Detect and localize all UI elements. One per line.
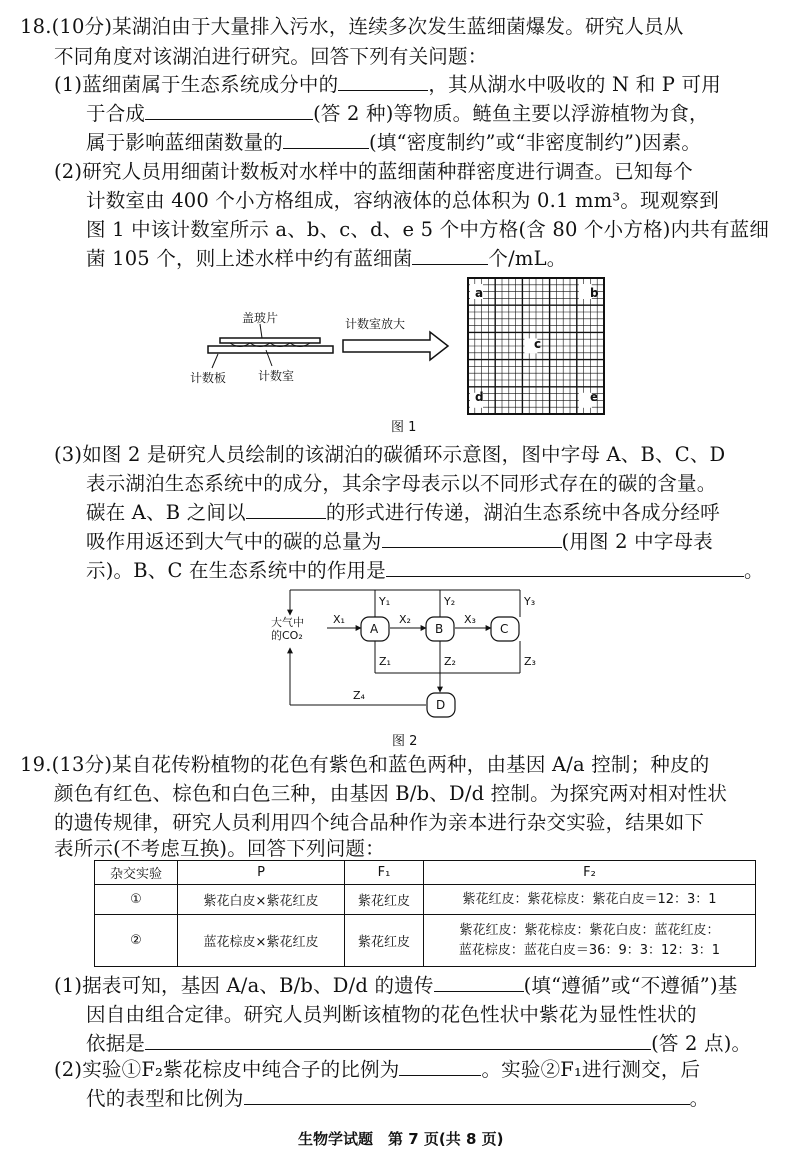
q18-p3-text-e: 吸作用返还到大气中的碳的总量为 <box>86 530 382 553</box>
answer-blank-10[interactable] <box>399 1057 481 1076</box>
q18-part2-line-2: 计数室由 400 个小方格组成，容纳液体的总体积为 0.1 mm³。现观察到 <box>86 189 719 212</box>
q18-part1-line-1 <box>54 72 721 98</box>
cell-f1: 紫花红皮 <box>345 885 424 915</box>
q19-part1-line-3 <box>86 1031 751 1057</box>
q18-part1-line-2 <box>86 101 709 127</box>
cross-experiment-table <box>94 860 756 967</box>
q18-part3-line-3 <box>86 500 720 526</box>
answer-blank-11[interactable] <box>244 1086 690 1105</box>
edge-label-x1: X₁ <box>333 613 345 626</box>
q19-p1-text-a: (1)据表可知，基因 A/a、B/b、D/d 的遗传 <box>54 974 434 997</box>
q19-line-1: 19.(13分)某自花传粉植物的花色有紫色和蓝色两种，由基因 A/a 控制；种皮的 <box>20 753 710 776</box>
edge-label-x2: X₂ <box>399 613 411 626</box>
q18-part3-line-2: 表示湖泊生态系统中的成分，其余字母表示以不同形式存在的碳的含量。 <box>86 472 717 495</box>
q18-part2-line-4 <box>86 246 566 272</box>
q19-part1-line-2: 因自由组合定律。研究人员判断该植物的花色性状中紫花为显性性状的 <box>86 1003 697 1026</box>
figure-1-counting-chamber <box>180 270 620 440</box>
edge-label-x3: X₃ <box>464 613 476 626</box>
q18-p1-text-a: (1)蓝细菌属于生态系统成分中的 <box>54 73 339 96</box>
answer-blank-4[interactable] <box>412 246 488 265</box>
figure-1-caption: 图 1 <box>391 420 417 435</box>
q18-part3-line-4 <box>86 529 713 555</box>
figure-2-caption: 图 2 <box>392 734 418 749</box>
q19-p1-text-b: (填“遵循”或“不遵循”)基 <box>523 974 738 997</box>
q18-p3-text-f: (用图 2 中字母表 <box>561 530 713 553</box>
q18-part2-line-1: (2)研究人员用细菌计数板对水样中的蓝细菌种群密度进行调查。已知每个 <box>54 160 693 183</box>
q19-p2-text-d: 。 <box>689 1087 710 1110</box>
q19-p2-text-c: 代的表型和比例为 <box>86 1087 244 1110</box>
q18-p3-text-c: 碳在 A、B 之间以 <box>86 501 246 524</box>
q18-p1-text-c: 于合成 <box>86 102 146 125</box>
cell-experiment: ① <box>95 885 178 915</box>
q18-part1-line-3 <box>86 130 701 156</box>
answer-blank-5[interactable] <box>246 500 326 519</box>
q19-p1-text-e: (答 2 点)。 <box>651 1032 752 1055</box>
counting-board-shape <box>208 346 333 353</box>
q19-line-3: 的遗传规律，研究人员利用四个纯合品种作为亲本进行杂交实验，结果如下 <box>54 811 705 834</box>
cell-f1: 紫花红皮 <box>345 915 424 967</box>
q18-p1-text-b: ，其从湖水中吸收的 N 和 P 可用 <box>428 73 721 96</box>
q19-part2-line-1 <box>54 1057 700 1083</box>
cell-experiment: ② <box>95 915 178 967</box>
grid-cell-label-d: d <box>475 390 484 404</box>
edge-label-y3: Y₃ <box>524 595 536 608</box>
magnify-label: 计数室放大 <box>345 317 406 331</box>
q19-part1-line-1 <box>54 973 737 999</box>
q18-p1-text-d: (答 2 种)等物质。鲢鱼主要以浮游植物为食， <box>313 102 709 125</box>
counting-board-label: 计数板 <box>190 371 227 385</box>
q18-part2-line-3: 图 1 中该计数室所示 a、b、c、d、e 5 个中方格(含 80 个小方格)内共有蓝细 <box>86 218 770 241</box>
edge-label-y2: Y₂ <box>444 595 456 608</box>
table-row <box>95 885 756 915</box>
q18-p3-text-d: 的形式进行传递，湖泊生态系统中各成分经呼 <box>325 501 720 524</box>
grid-cell-label-a: a <box>475 286 484 300</box>
cell-f2 <box>424 915 756 967</box>
node-a-label: A <box>370 622 379 636</box>
edge-label-z3: Z₃ <box>524 655 536 668</box>
grid-cell-label-b: b <box>590 286 599 300</box>
cell-f2-line-2: 蓝花棕皮：蓝花白皮＝36：9：3：12：3：1 <box>458 942 721 958</box>
magnify-arrow-icon <box>343 332 448 360</box>
q18-p2-text-d: 菌 105 个，则上述水样中约有蓝细菌 <box>86 247 413 270</box>
q18-part3-line-5 <box>86 558 764 584</box>
q19-p1-text-d: 依据是 <box>86 1032 146 1055</box>
q18-p1-text-f: (填“密度制约”或“非密度制约”)因素。 <box>369 131 702 154</box>
node-b-label: B <box>435 622 444 636</box>
edge-label-z2: Z₂ <box>444 655 456 668</box>
answer-blank-9[interactable] <box>145 1031 651 1050</box>
table-header-row <box>95 861 756 885</box>
cell-parents: 蓝花棕皮×紫花红皮 <box>178 915 345 967</box>
figure-2-carbon-cycle <box>255 585 555 725</box>
q18-p3-text-g: 示)。B、C 在生态系统中的作用是 <box>86 559 386 582</box>
answer-blank-8[interactable] <box>434 973 524 992</box>
answer-blank-3[interactable] <box>283 130 369 149</box>
cell-f2-line-1: 紫花红皮：紫花棕皮：紫花白皮：蓝花红皮： <box>459 922 720 938</box>
q18-p1-text-e: 属于影响蓝细菌数量的 <box>86 131 284 154</box>
atmosphere-label-line-1: 大气中 <box>271 616 304 629</box>
coverslip-shape <box>220 338 320 343</box>
q18-p2-text-e: 个/mL。 <box>488 247 567 270</box>
answer-blank-7[interactable] <box>386 558 744 577</box>
q18-part3-line-1: (3)如图 2 是研究人员绘制的该湖泊的碳循环示意图，图中字母 A、B、C、D <box>54 443 726 466</box>
q19-line-4: 表所示(不考虑互换)。回答下列问题： <box>54 837 385 860</box>
answer-blank-2[interactable] <box>145 101 313 120</box>
header-p: P <box>178 861 345 885</box>
q19-part2-line-2 <box>86 1086 709 1112</box>
q18-line-2: 不同角度对该湖泊进行研究。回答下列有关问题： <box>54 45 488 68</box>
q19-p2-text-b: 。实验②F₁进行测交，后 <box>481 1058 701 1081</box>
coverslip-label: 盖玻片 <box>242 311 279 325</box>
table-row <box>95 915 756 967</box>
header-experiment: 杂交实验 <box>95 861 178 885</box>
answer-blank-6[interactable] <box>382 529 562 548</box>
edge-label-y1: Y₁ <box>379 595 391 608</box>
header-f2: F₂ <box>424 861 756 885</box>
node-c-label: C <box>500 622 509 636</box>
atmosphere-label-line-2: 的CO₂ <box>271 629 303 642</box>
cell-parents: 紫花白皮×紫花红皮 <box>178 885 345 915</box>
q18-line-1: 18.(10分)某湖泊由于大量排入污水，连续多次发生蓝细菌爆发。研究人员从 <box>20 15 684 38</box>
grid-cell-label-e: e <box>590 390 599 404</box>
edge-label-z4: Z₄ <box>353 689 365 702</box>
page-footer: 生物学试题 第 7 页(共 8 页) <box>298 1130 504 1148</box>
counting-chamber-label: 计数室 <box>258 369 295 383</box>
q19-p2-text-a: (2)实验①F₂紫花棕皮中纯合子的比例为 <box>54 1058 400 1081</box>
grid-cell-label-c: c <box>534 337 542 351</box>
q18-p3-text-h: 。 <box>743 559 764 582</box>
edge-label-z1: Z₁ <box>379 655 391 668</box>
header-f1: F₁ <box>345 861 424 885</box>
cell-f2: 紫花红皮：紫花棕皮：紫花白皮＝12：3：1 <box>424 885 756 915</box>
answer-blank-1[interactable] <box>338 72 428 91</box>
node-d-label: D <box>436 698 446 712</box>
q19-line-2: 颜色有红色、棕色和白色三种，由基因 B/b、D/d 控制。为探究两对相对性状 <box>54 782 728 805</box>
